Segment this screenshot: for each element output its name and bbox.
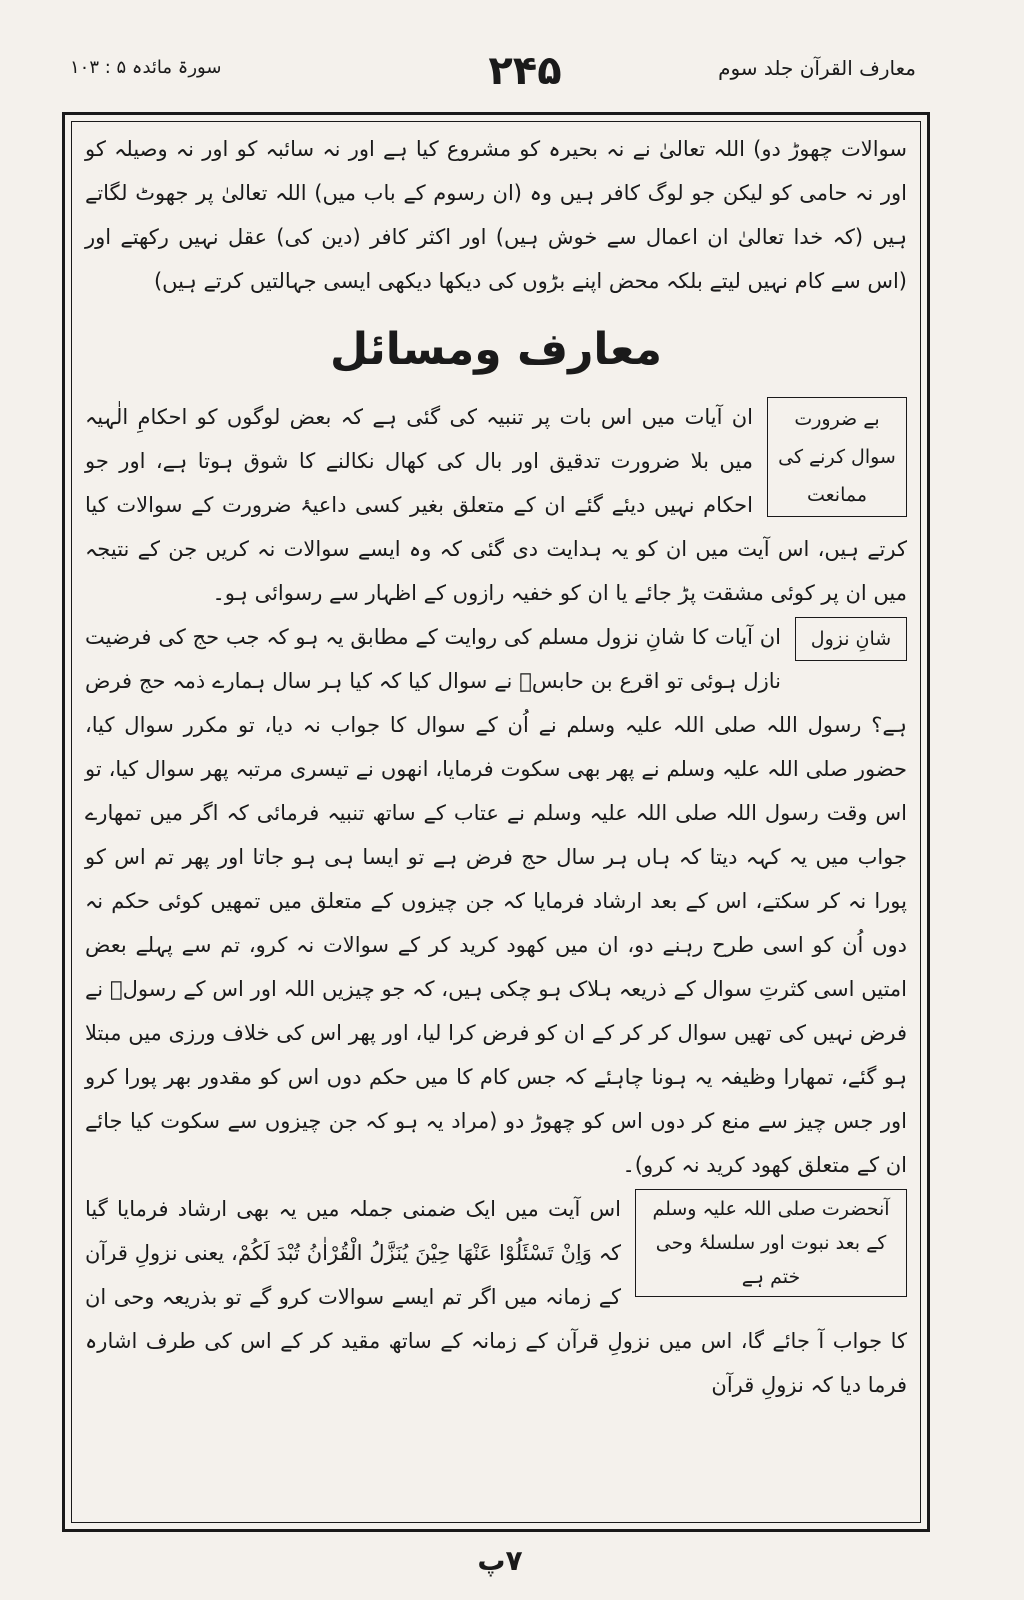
paragraph-finality-end: ، یعنی نزولِ قرآن کے زمانہ میں اگر تم ایسے سوالات کرو گے تو بذریعہ وحی ان کا جواب آ جائے گا، اس میں نزولِ قرآن کے زمانہ کے ساتھ مقید کر کے اس کی طرف اشارہ فرما دیا کہ نزولِ قرآن [85,1241,907,1397]
text-frame [62,112,930,1532]
paragraph-finality-start: اس آیت میں ایک ضمنی جملہ میں یہ بھی ارشاد فرمایا گیا کہ وَاِنْ [85,1197,621,1265]
side-label-unnecessary-questions: بے ضرورت سوال کرنے کی ممانعت [767,397,907,517]
section-heading: معارف ومسائل [329,324,663,375]
intro-paragraph: سوالات چھوڑ دو) اللہ تعالیٰ نے نہ بحیرہ کو مشروع کیا ہے اور نہ سائبہ کو اور نہ وصیلہ کو اور نہ حامی کو لیکن جو لوگ کافر ہیں وہ (ان رسوم کے باب میں) اللہ تعالیٰ پر جھوٹ لگاتے ہیں (کہ خدا تعالیٰ ان اعمال سے خوش ہیں) اور اکثر کافر (دین کی) عقل نہیں رکھتے اور (اس سے کام نہیں لیتے بلکہ محض اپنے بڑوں کی دیکھا دیکھی ایسی جہالتیں کرتے ہیں) [85,137,907,293]
page-content [85,127,907,1407]
book-title-header: معارف القرآن جلد سوم [718,56,916,80]
quranic-quote: تَسْئَلُوْا عَنْهَا حِيْنَ يُنَزَّلُ الْقُرْاٰنُ تُبْدَ لَكُمْ [237,1241,554,1265]
page-number: ۲۴۵ [488,48,562,94]
side-label-end-of-prophethood: آنحضرت صلی اللہ علیہ وسلم کے بعد نبوت اور سلسلۂ وحی ختم ہے [635,1189,907,1297]
surah-reference: سورۃ مائدہ ۵ : ۱۰۳ [70,57,222,78]
paragraph-occasion: ان آیات کا شانِ نزول مسلم کی روایت کے مطابق یہ ہو کہ جب حج کی فرضیت نازل ہوئی تو اقرع بن حابسؓ نے سوال کیا کہ کیا ہر سال ہمارے ذمہ حج فرض ہے؟ رسول اللہ صلی اللہ علیہ وسلم نے اُن کے سوال کا جواب نہ دیا، تو مکرر سوال کیا، حضور صلی اللہ علیہ وسلم نے پھر بھی سکوت فرمایا، انھوں نے تیسری مرتبہ پھر سوال کیا، تو اس وقت رسول اللہ صلی اللہ علیہ وسلم نے عتاب کے ساتھ تنبیہ فرمائی کہ اگر میں تمھارے جواب میں یہ کہہ دیتا کہ ہاں ہر سال حج فرض ہے تو ایسا ہی ہو جاتا اور پھر تم اس کو پورا نہ کر سکتے، اس کے بعد ارشاد فرمایا کہ جن چیزوں کے متعلق میں تمھیں کوئی حکم نہ دوں اُن کو اسی طرح رہنے دو، ان میں کھود کرید کر کے سوالات نہ کرو، تم سے پہلے بعض امتیں اسی کثرتِ سوال کے ذریعہ ہلاک ہو چکی ہیں، کہ جو چیزیں اللہ اور اس کے رسولؐ نے فرض نہیں کی تھیں سوال کر کر کے ان کو فرض کرا لیا، اور پھر اس کی خلاف ورزی میں مبتلا ہو گئے، تمھارا وظیفہ یہ ہونا چاہئے کہ جس کام کا میں حکم دوں اس کو مقدور بھر پورا کرو اور جس چیز سے منع کر دوں اس کو چھوڑ دو (مراد یہ ہو کہ جن چیزوں سے سکوت کیا جائے ان کے متعلق کھود کرید نہ کرو)۔ [85,625,907,1177]
paragraph-prohibition: ان آیات میں اس بات پر تنبیہ کی گئی ہے کہ بعض لوگوں کو احکامِ الٰہیہ میں بلا ضرورت تدقیق اور بال کی کھال نکالنے کا شوق ہوتا ہے، اور جو احکام نہیں دیئے گئے ان کے متعلق بغیر کسی داعیۂ ضرورت کے سوالات کیا کرتے ہیں، اس آیت میں ان کو یہ ہدایت دی گئی کہ وہ ایسے سوالات نہ کریں جن کے نتیجہ میں ان پر کوئی مشقت پڑ جائے یا ان کو خفیہ رازوں کے اظہار سے رسوائی ہو۔ [85,405,907,605]
signature-mark: ۷پ [477,1544,523,1577]
side-label-occasion-of-revelation: شانِ نزول [795,617,907,661]
